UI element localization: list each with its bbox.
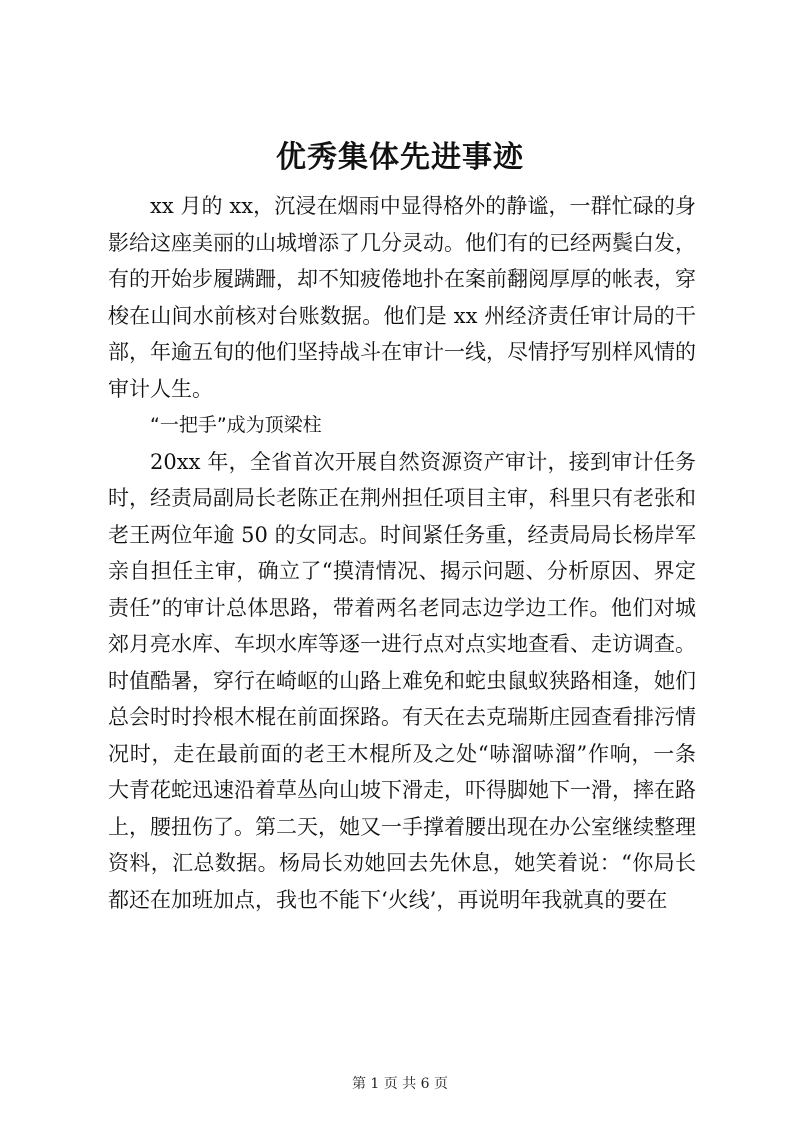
- page-footer: 第 1 页 共 6 页: [351, 1076, 449, 1092]
- section-subheading: “一把手”成为顶梁柱: [150, 414, 322, 436]
- paragraph-main: 20xx 年，全省首次开展自然资源资产审计，接到审计任务时，经责局副局长老陈正在荆州担任项目主审，科里只有老张和老王两位年逾 50 的女同志。时间紧任务重，经责局局长杨岸军亲自担任主审，确立了“摸清情况、揭示问题、分析原因、界定责任”的审计总体思路，带着两名老同志边学边工作。他们对城郊月亮水库、车坝水库等逐一进行点对点实地查看、走访调查。时值酷暑，穿行在崎岖的山路上难免和蛇虫鼠蚁狭路相逢，她们总会时时拎根木棍在前面探路。有天在去克瑞斯庄园查看排污情况时，走在最前面的老王木棍所及之处“哧溜哧溜”作响，一条大青花蛇迅速沿着草丛向山坡下滑走，吓得脚她下一滑，摔在路上，腰扭伤了。第二天，她又一手撑着腰出现在办公室继续整理资料，汇总数据。杨局长劝她回去先休息，她笑着说：“你局长都还在加班加点，我也不能下‘火线’，再说明年我就真的要在: [108, 449, 696, 912]
- paragraph-intro: xx 月的 xx，沉浸在烟雨中显得格外的静谧，一群忙碌的身影给这座美丽的山城增添了几分灵动。他们有的已经两鬓白发，有的开始步履蹒跚，却不知疲倦地扑在案前翻阅厚厚的帐表，穿梭在山间水前核对台账数据。他们是 xx 州经济责任审计局的干部，年逾五旬的他们坚持战斗在审计一线，尽情抒写别样风情的审计人生。: [108, 194, 696, 401]
- document-body: [108, 188, 696, 918]
- document-title: 优秀集体先进事迹: [276, 140, 524, 175]
